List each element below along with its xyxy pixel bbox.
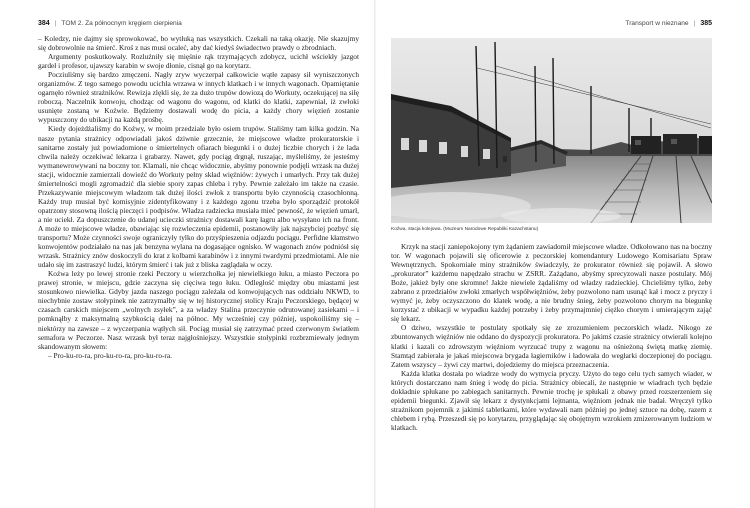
paragraph: – Koledzy, nie dajmy się sprowokować, bo wytłuką nas wszystkich. Czekali na taką okazję. Nie skazujmy się dobrowolnie na śmierć. Kroś z nas musi ocaleć, aby dać kiedyś świadectwo prawdy o zbrodniach. <box>38 34 359 53</box>
photo-figure <box>391 38 712 232</box>
right-running-head <box>391 20 712 34</box>
section-title: Transport w nieznane <box>625 20 689 27</box>
page-number-right: 385 <box>700 20 712 27</box>
right-body-text <box>391 242 712 432</box>
paragraph: Każda klatka dostała po wiadrze wody do wymycia pryczy. Użyto do tego celu tych samych wiader, w których dostarczano nam śnieg i wodę do picia. Strażnicy obiecali, że następnie w wiadrach tych będzie dokładnie spłukane po zabiegach sanitarnych. Pewnie trochę je spłukali z obawy przed rozszerzeniem się epidemii biegunki. Zjawił się lekarz z dystynkcjami lejtnanta, więźniom jednak nie badał. Wręczył tylko strażnikom pojemnik z jakimiś tabletkami, które wydawali nam później po jednej sztuce na dobę, razem z chlebem i rybą. Przeszedł się po korytarzu, przyglądając się obojętnym wzrokiem zmizerowanym ludziom w klatkach. <box>391 368 712 432</box>
paragraph: – Pro-ku-ro-ra, pro-ku-ro-ra, pro-ku-ro-ra. <box>48 350 172 360</box>
page-number-left: 384 <box>38 20 50 27</box>
left-body-text <box>38 34 359 360</box>
chapter-title: TOM 2. Za północnym kręgiem cierpienia <box>61 20 182 27</box>
photo-caption: Koźwa, stacja kolejowa. (Muzeum Narodowe Republiki Kazachstanu) <box>391 227 539 232</box>
paragraph: Kiedy dojeżdżaliśmy do Koźwy, w moim przedziale było osiem trupów. Staliśmy tam kilka godzin. Na nasze pytania strażnicy odpowiadali jakoś dziwnie grzecznie, że miejscowe władze prokuratorskie i sanitarne zostały już powiadomione o śmiertelnych ofiarach biegunki i o dużej liczbie chorych i że lada chwila należy oczekiwać lekarza i grabarzy. Nawet, gdy pociąg drgnął, ruszając, myśleliśmy, że jesteśmy wymanewrowywani na boczny tor. Klamali, nie chcąc widocznie, abyśmy ponownie podjęli wrzask na dużej stacji, widocznie zamierzali dowieźć do Workuty pełny skład więźniów: żywych i umarłych. Przy tak dużej śmiertelności mogli zgromadzić dla siebie spory zapas chleba i ryby. Pewnie zależało im także na czasie. Przekazywanie miejscowym władzom tak dużej ilości zwłok z transportu było czynnością czasochłonną. Każdy trup musiał być komisyjnie zidentyfikowany i z każdego zgonu trzeba było sporządzić protokół opatrzony stosowną ilością pieczęci i podpisów. Władza radziecka musiała mieć pewność, że więzień umarł, a nie uciekł. Za dopuszczenie do udanej ucieczki strażnicy dostawali karę łagru albo wysyłano ich na front. A może to miejscowe władze, obawiając się rozwleczenia epidemii, postanowiły jak najszybciej pozbyć się transportu? Może czynności swoje ograniczyły tylko do przyśpieszenia odjazdu pociągu. Perfidne kłamstwo konwojentów podziałało na nas jak benzyna wylana na dogasające ognisko. W wagonach znów podniósł się wrzask. Strażnicy znów doskoczyli do krat z kolbami karabinów i z innymi twardymi przedmiotami. Ale nie udało się im zastraszyć ludzi, którym śmierć i tak już z bliska zaglądała w oczy. <box>38 124 359 270</box>
railway-station-photo <box>391 38 712 223</box>
paragraph: O dziwo, wszystkie te postulaty spotkały się ze zrozumieniem peczorskich władz. Nikogo ze zbuntowanych więźniów nie oddano do dyspozycji prokuratora. Po jakimś czasie strażnicy otwierali kolejno klatki i kazali co zdrowszym więźniom wyrzucać trupy z wagonu na ośnieżoną świętą matkę ziemię. Stamtąd zabierała je jakaś miejscowa brygada łagierników i ładowała do wegłarki doczepionej do pociągu. Zatem wszyscy – żywi czy martwi, dojedziemy do miejsca przeznaczenia. <box>391 323 712 369</box>
paragraph: Pocziuliśmy się bardzo zmęczeni. Nagły zryw wyczerpał całkowicie wątłe zapasy sił wyniszczonych organizmów. Z tego samego powodu ucichła wrzawa w innych klatkach i w innych wagonach. Opamiętanie ogarnęło również strażników. Rewizja zlękli się, że za dużo trupów dowiozą do Workuty, oczekującej na siłę roboczą. Naczelnik konwoju, chodząc od wagonu do wagonu, od klatki do klatki, zapewniał, iż zwłoki usunięte zostaną w Koźwie. Będziemy dostawali wodę do picia, a każdy chory więzień zostanie wypuszczony do ubikacji na każdą prośbę. <box>38 70 359 125</box>
paragraph: Krzyk na stacji zaniepokojony tym żądaniem zawiadomił miejscowe władze. Odkołowano nas na boczny tor. W wagonach pojawili się oficerowie z peczorskiej komendantury Ludowego Komisariatu Spraw Wewnętrznych. Spokorniałe miny strażników świadczyły, że prokurator również się pojawił. A słowo „prokurator” każdemu napędzało strachu w ZSRR. Zażądano, abyśmy sprecyzowali nasze postulaty. Mój Boże, jakież były one skromne! Jakże niewiele żądaliśmy od władzy radzieckiej. Chcieliśmy tylko, żeby zabrano z przedziałów zwłoki zmarłych współwięźniów, żeby pozwolono nam usunąć kał i mocz z pryczy i wymyć je, żeby oczyszczono do klatek wodę, a nie brudny śnieg, żeby pozwolono chorym na biegunkę korzystać z ubikacji w wypadku każdej potrzeby i żeby przymajmniej ciężko chorym i umierającym zająć się lekarz. <box>391 242 712 324</box>
header-separator: | <box>54 20 57 27</box>
paragraph: Argumenty poskutkowały. Rozluźniły się mięśnie rąk trzymających zdobycz, ucichł wściekły jazgot gardeł i profesor, ujawszy karabin w swoje dłonie, cisnął go na korytarz. <box>38 52 359 71</box>
paragraph: Koźwa leży po lewej stronie rzeki Peczory u wierzchołka jej niewielkiego łuku, a miasto Peczora po prawej stronie, w miejscu, gdzie zaczyna się cięciwa tego łuku. Odległość między obu miastami jest stosunkowo niewielka. Gdyby jazda naszego pociągu zależała od konwojujących nas oddziału NKWD, to niechybnie zostaw stołypinek nie zatrzymałby się w tej historycznej stolicy Kraju Peczorskiego, będącej w czasach carskich miejscem „wolnych zsyłek”, a za władzy Stalina przeczynie odrutowanej zasiekami – i pomknąłby z maksymalną szybkością dalej na północ. My wcześniej czy później, uspokoiliśmy się – niektórzy na zawsze – z wyczerpania wątłych sił. Pociąg musiał się zatrzymać przed czerwonym światłem semafora w Peczorze. Nasz wrzask był teraz najgłośniejszy. Wszystkie stołypinki rozbrzmiewały jednym skandowanym słowem: <box>38 269 359 351</box>
header-separator: | <box>693 20 696 27</box>
right-page <box>375 0 750 508</box>
left-running-head <box>38 20 359 34</box>
